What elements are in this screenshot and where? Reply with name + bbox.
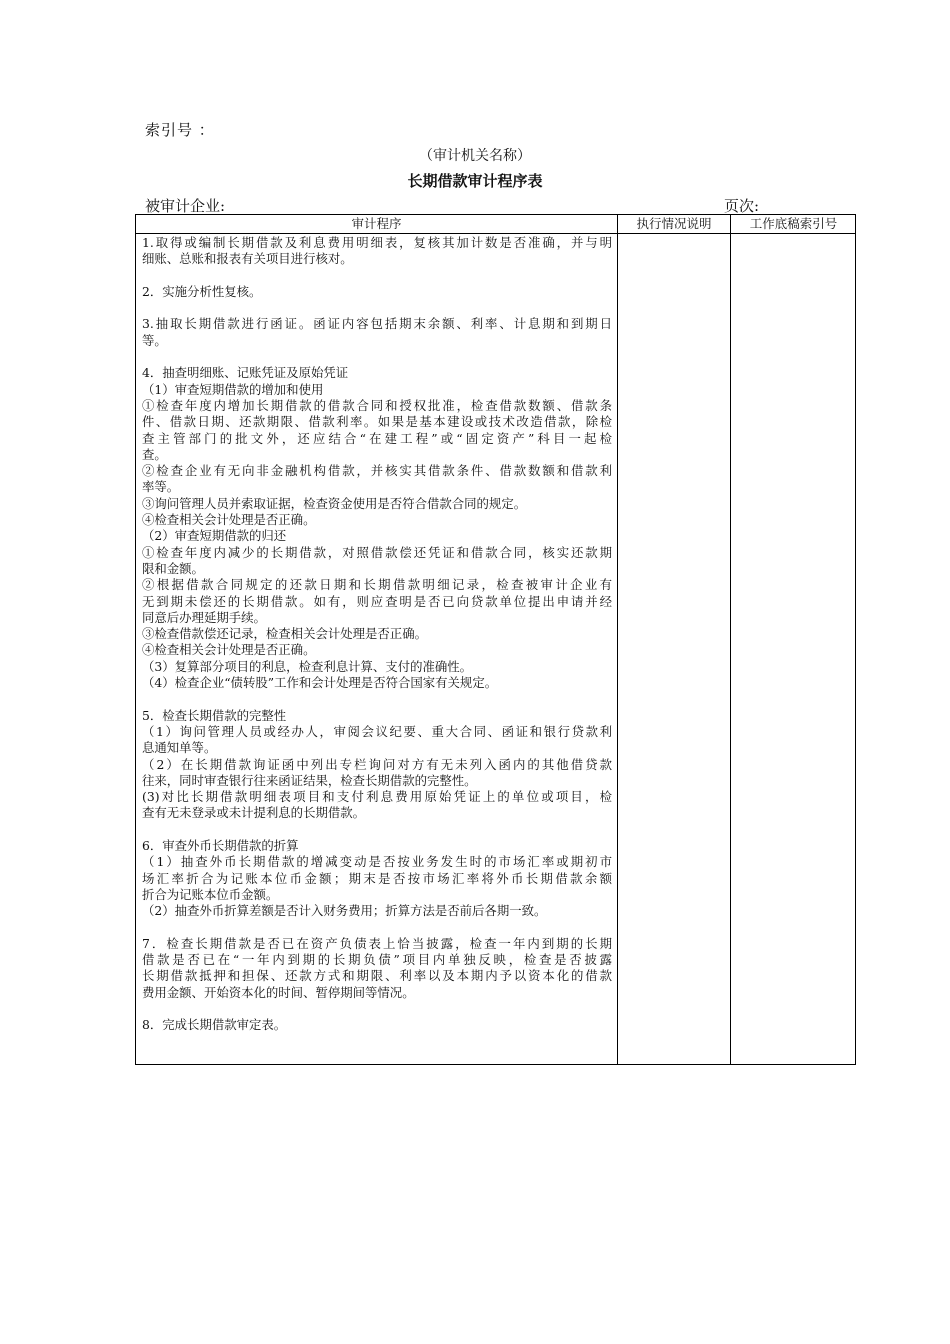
procedure-line: ③询问管理人员并索取证据，检查资金使用是否符合借款合同的规定。 <box>142 495 527 511</box>
blank-line <box>142 822 612 838</box>
procedure-line: 件、借款日期、还款期限、借款利率。如果是基本建设或技术改造借款，除检 <box>142 414 612 430</box>
procedure-line: ②检查企业有无向非金融机构借款，并核实其借款条件、借款数额和借款利 <box>142 463 612 479</box>
procedure-line: 长期借款抵押和担保、还款方式和期限、利率以及本期内予以资本化的借款 <box>142 968 612 984</box>
procedure-line: （3）复算部分项目的利息，检查利息计算、支付的准确性。 <box>142 658 473 674</box>
blank-line <box>142 349 612 365</box>
blank-line <box>142 268 612 284</box>
procedure-line: 借款是否已在“一年内到期的长期负债”项目内单独反映，检查是否披露 <box>142 952 612 968</box>
column-header-procedure: 审计程序 <box>351 216 402 231</box>
blank-line <box>142 691 612 707</box>
procedure-line: 费用金额、开始资本化的时间、暂停期间等情况。 <box>142 984 415 1000</box>
procedure-line: 查主管部门的批文外，还应结合“在建工程”或“固定资产”科目一起检 <box>142 430 612 446</box>
procedure-line: （2）在长期借款询证函中列出专栏询问对方有无未列入函内的其他借贷款 <box>142 756 612 772</box>
procedure-line: （2）抽查外币折算差额是否计入财务费用；折算方法是否前后各期一致。 <box>142 903 547 919</box>
procedure-line: 息通知单等。 <box>142 740 217 756</box>
index-number-label: 索引号 ： <box>145 121 215 139</box>
column-header-workpaper-index: 工作底稿索引号 <box>749 216 838 231</box>
procedure-line: 6．审查外币长期借款的折算 <box>142 837 299 853</box>
procedure-line: 1.取得或编制长期借款及利息费用明细表，复核其加计数是否准确，并与明 <box>142 235 612 250</box>
procedure-line: 查。 <box>142 446 167 462</box>
procedure-line: 无到期未偿还的长期借款。如有，则应查明是否已向贷款单位提出申请并经 <box>142 593 612 609</box>
procedure-line: 3.抽取长期借款进行函证。函证内容包括期末余额、利率、计息期和到期日 <box>142 316 612 332</box>
procedure-line: 2．实施分析性复核。 <box>142 283 262 299</box>
procedure-line: （1）审查短期借款的增加和使用 <box>142 381 324 397</box>
procedure-line: 场汇率折合为记账本位币金额；期末是否按市场汇率将外币长期借款余额 <box>142 870 612 886</box>
procedure-line: ①检查年度内减少的长期借款，对照借款偿还凭证和借款合同，核实还款期 <box>142 544 612 560</box>
page-number-label: 页次: <box>724 197 760 215</box>
procedure-line: 查有无未登录或未计提利息的长期借款。 <box>142 805 366 821</box>
procedure-line: 7．检查长期借款是否已在资产负债表上恰当披露，检查一年内到期的长期 <box>142 935 612 951</box>
blank-line <box>142 1001 612 1017</box>
procedure-line: ④检查相关会计处理是否正确。 <box>142 642 316 658</box>
audit-org-name: （审计机关名称） <box>419 148 531 164</box>
procedure-line: 往来，同时审查银行往来函证结果，检查长期借款的完整性。 <box>142 772 477 788</box>
procedure-line: 率等。 <box>142 479 180 495</box>
page-title: 长期借款审计程序表 <box>407 172 543 190</box>
procedure-line: 5．检查长期借款的完整性 <box>142 707 287 723</box>
procedure-line: （2）审查短期借款的归还 <box>142 528 287 544</box>
column-divider <box>730 215 731 1064</box>
procedure-line: 折合为记账本位币金额。 <box>142 886 279 902</box>
procedure-line: ①检查年度内增加长期借款的借款合同和授权批准，检查借款数额、借款条 <box>142 397 612 413</box>
procedure-line: 细账、总账和报表有关项目进行核对。 <box>142 251 353 267</box>
procedure-line: 8．完成长期借款审定表。 <box>142 1017 287 1033</box>
procedure-cell <box>142 235 612 1034</box>
procedure-line: （1）抽查外币长期借款的增减变动是否按业务发生时的市场汇率或期初市 <box>142 854 612 870</box>
procedure-line: 限和金额。 <box>142 560 204 576</box>
header-divider <box>136 233 855 234</box>
procedure-line: ④检查相关会计处理是否正确。 <box>142 512 316 528</box>
blank-line <box>142 919 612 935</box>
procedure-line: 等。 <box>142 332 167 348</box>
procedure-line: 同意后办理延期手续。 <box>142 609 266 625</box>
auditee-label: 被审计企业: <box>145 197 226 215</box>
procedure-line: ②根据借款合同规定的还款日期和长期借款明细记录，检查被审计企业有 <box>142 577 612 593</box>
procedure-line: ③检查借款偿还记录，检查相关会计处理是否正确。 <box>142 626 427 642</box>
procedure-line: （4）检查企业“债转股”工作和会计处理是否符合国家有关规定。 <box>142 675 498 691</box>
column-divider <box>617 215 618 1064</box>
audit-program-table <box>135 214 856 1065</box>
column-header-execution-notes: 执行情况说明 <box>636 216 712 231</box>
blank-line <box>142 300 612 316</box>
procedure-line: （1）询问管理人员或经办人，审阅会议纪要、重大合同、函证和银行贷款利 <box>142 723 612 739</box>
procedure-line: 4．抽查明细账、记账凭证及原始凭证 <box>142 365 349 381</box>
procedure-line: (3)对比长期借款明细表项目和支付利息费用原始凭证上的单位或项目，检 <box>142 789 612 805</box>
